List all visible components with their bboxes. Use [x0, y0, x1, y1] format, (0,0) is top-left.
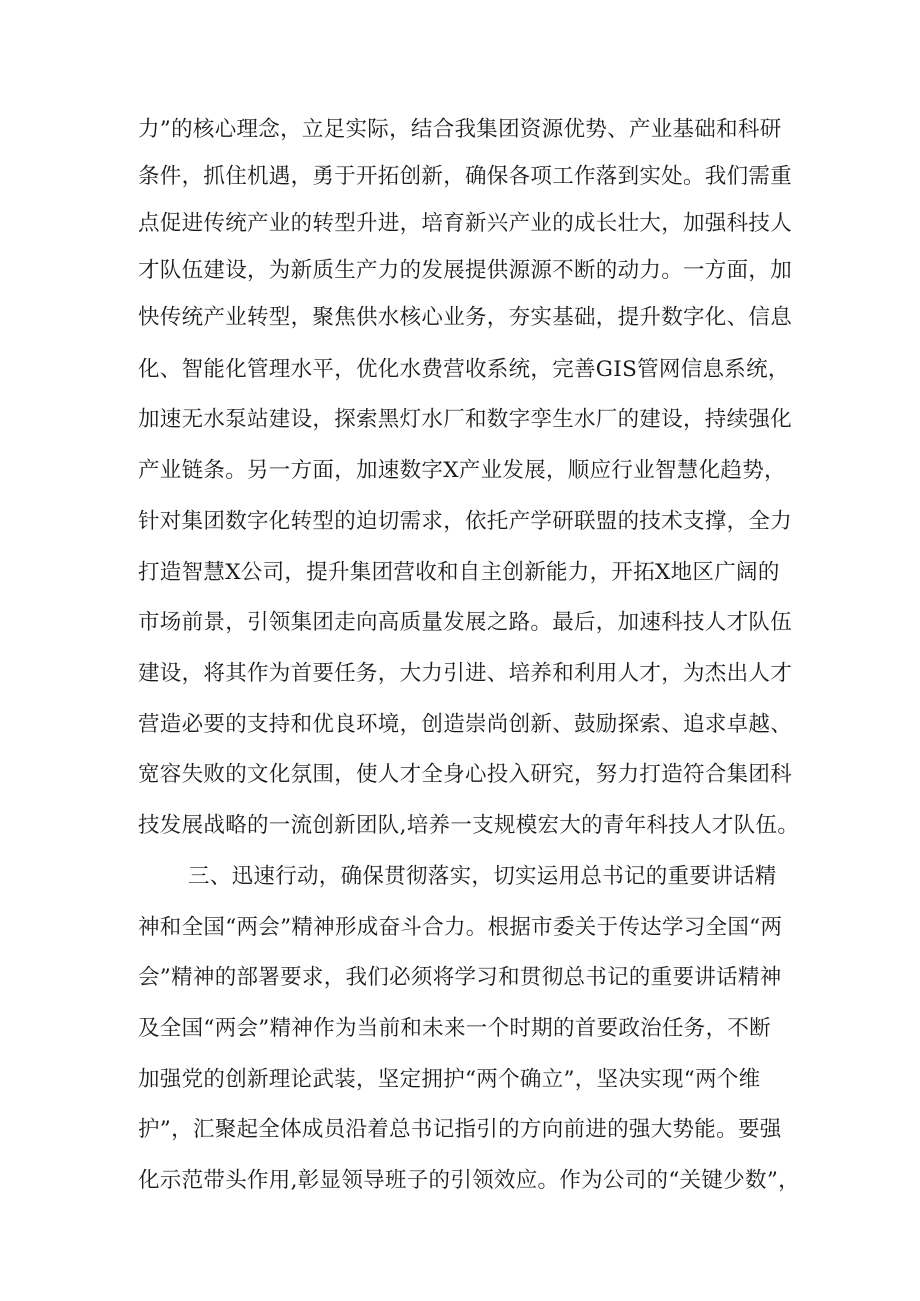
text-line: 点促进传统产业的转型升进，培育新兴产业的成长壮大，加强科技人: [138, 211, 793, 236]
text-line: 快传统产业转型，聚焦供水核心业务，夯实基础，提升数字化、信息: [138, 305, 793, 330]
text-line: 营造必要的支持和优良环境，创造崇尚创新、鼓励探索、追求卓越、: [138, 712, 793, 737]
section-heading-line: 三、迅速行动，确保贯彻落实，切实运用总书记的重要讲话精: [188, 864, 777, 889]
text-line: 化、智能化管理水平，优化水费营收系统，完善GIS管网信息系统，: [138, 357, 790, 382]
text-line: 条件，抓住机遇，勇于开拓创新，确保各项工作落到实处。我们需重: [138, 164, 793, 189]
text-line: 加强党的创新理论武装，坚定拥护“两个确立”，坚决实现“两个维: [138, 1067, 761, 1092]
text-line: 建设，将其作为首要任务，大力引进、培养和利用人才，为杰出人才: [138, 661, 793, 686]
text-line: 会”精神的部署要求，我们必须将学习和贯彻总书记的重要讲话精神: [138, 965, 782, 990]
text-line: 针对集团数字化转型的迫切需求，依托产学研联盟的技术支撑，全力: [138, 509, 793, 534]
text-line: 神和全国“两会”精神形成奋斗合力。根据市委关于传达学习全国“两: [138, 915, 783, 940]
text-line: 力”的核心理念，立足实际，结合我集团资源优势、产业基础和科研: [138, 117, 782, 142]
text-line: 加速无水泵站建设，探索黑灯水厂和数字孪生水厂的建设，持续强化: [138, 407, 793, 432]
text-line: 护”，汇聚起全体成员沿着总书记指引的方向前进的强大势能。要强: [138, 1117, 782, 1142]
text-line: 产业链条。另一方面，加速数字X产业发展，顺应行业智慧化趋势，: [138, 458, 786, 483]
text-line: 及全国“两会”精神作为当前和未来一个时期的首要政治任务，不断: [138, 1016, 771, 1041]
text-line: 技发展战略的一流创新团队,培养一支规模宏大的青年科技人才队伍。: [138, 813, 800, 838]
text-line: 市场前景，引领集团走向高质量发展之路。最后，加速科技人才队伍: [138, 610, 793, 635]
text-line: 化示范带头作用,彰显领导班子的引领效应。作为公司的“关键少数”，: [138, 1168, 800, 1193]
text-line: 宽容失败的文化氛围，使人才全身心投入研究，努力打造符合集团科: [138, 762, 793, 787]
text-line: 才队伍建设，为新质生产力的发展提供源源不断的动力。一方面，加: [138, 258, 793, 283]
text-line: 打造智慧X公司，提升集团营收和自主创新能力，开拓X地区广阔的: [138, 560, 780, 585]
